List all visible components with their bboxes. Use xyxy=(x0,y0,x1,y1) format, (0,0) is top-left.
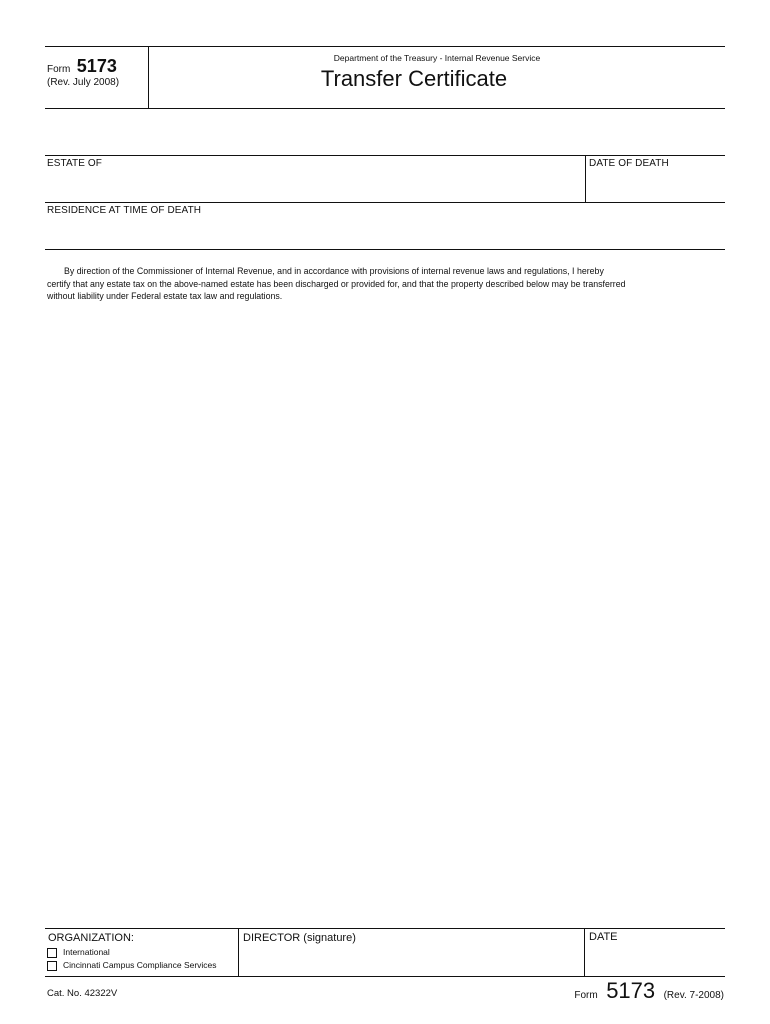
director-signature-label: DIRECTOR (signature) xyxy=(243,932,356,944)
form-number: 5173 xyxy=(76,56,117,76)
estate-of-field[interactable] xyxy=(46,170,582,200)
organization-option-2[interactable] xyxy=(47,960,217,971)
international-label: International xyxy=(63,947,110,957)
footer-divider-2 xyxy=(584,928,585,976)
director-signature-field[interactable] xyxy=(240,946,582,974)
form-revision: (Rev. July 2008) xyxy=(47,77,120,88)
estate-of-label: ESTATE OF xyxy=(47,158,102,169)
date-label: DATE xyxy=(589,931,618,943)
international-checkbox[interactable] xyxy=(47,948,57,958)
cincinnati-label: Cincinnati Campus Compliance Services xyxy=(63,960,217,970)
agency-line: Department of the Treasury - Internal Revenue Service xyxy=(333,53,541,63)
certification-line-2: certify that any estate tax on the above-named estate has been discharged or provided for, and that the property described below may be transferred xyxy=(47,278,626,289)
footer-form-id xyxy=(574,978,724,1004)
certification-text xyxy=(47,265,727,303)
date-of-death-field[interactable] xyxy=(587,170,723,200)
certification-line-3: without liability under Federal estate tax law and regulations. xyxy=(47,291,283,301)
certification-line-1: By direction of the Commissioner of Internal Revenue, and in accordance with provisions of internal revenue laws and regulations, I hereby xyxy=(64,266,604,276)
cincinnati-checkbox[interactable] xyxy=(47,961,57,971)
organization-option-1[interactable] xyxy=(47,947,110,958)
date-of-death-label: DATE OF DEATH xyxy=(589,158,669,169)
property-description-area[interactable] xyxy=(46,312,724,922)
organization-label: ORGANIZATION: xyxy=(48,932,134,944)
footer-divider-1 xyxy=(238,928,239,976)
catalog-number: Cat. No. 42322V xyxy=(47,988,118,999)
date-field[interactable] xyxy=(586,946,723,974)
form-title: Transfer Certificate xyxy=(320,66,508,91)
estate-bottom-rule xyxy=(45,202,725,203)
residence-field[interactable] xyxy=(46,218,723,248)
residence-label: RESIDENCE AT TIME OF DEATH xyxy=(47,205,202,216)
header-top-rule xyxy=(45,46,725,47)
form-word: Form xyxy=(47,64,71,75)
footer-form-number: 5173 xyxy=(606,978,656,1003)
form-id-block xyxy=(47,56,147,88)
estate-date-divider xyxy=(585,155,586,202)
footer-top-rule xyxy=(45,928,725,929)
footer-bottom-rule xyxy=(45,976,725,977)
header-bottom-rule xyxy=(45,108,725,109)
estate-top-rule xyxy=(45,155,725,156)
footer-revision: (Rev. 7-2008) xyxy=(663,990,724,1001)
residence-bottom-rule xyxy=(45,249,725,250)
footer-form-word: Form xyxy=(574,990,598,1001)
